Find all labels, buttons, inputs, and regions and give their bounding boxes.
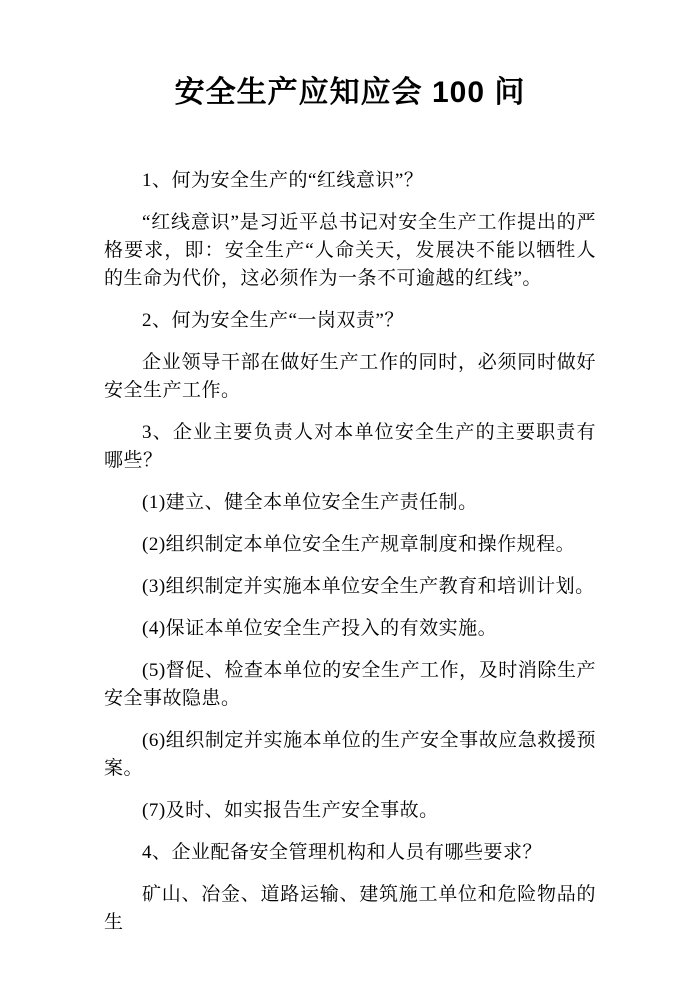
answer-list-item: (2)组织制定本单位安全生产规章制度和操作规程。 <box>142 534 576 555</box>
answer-list-item: (6)组织制定并实施本单位的生产安全事故应急救援预案。 <box>104 730 596 779</box>
answer-paragraph: 矿山、冶金、道路运输、建筑施工单位和危险物品的生 <box>104 884 596 933</box>
answer-list-item: (1)建立、健全本单位安全生产责任制。 <box>142 492 478 513</box>
answer-list-item: (5)督促、检查本单位的安全生产工作，及时消除生产安全事故隐患。 <box>104 660 596 709</box>
question-paragraph: 3、企业主要负责人对本单位安全生产的主要职责有哪些？ <box>104 422 596 471</box>
answer-list-item: (4)保证本单位安全生产投入的有效实施。 <box>142 618 498 639</box>
question-paragraph: 2、何为安全生产“一岗双责”？ <box>142 310 404 331</box>
answer-list-item: (7)及时、如实报告生产安全事故。 <box>142 800 439 821</box>
question-paragraph: 1、何为安全生产的“红线意识”？ <box>142 170 424 191</box>
question-paragraph: 4、企业配备安全管理机构和人员有哪些要求？ <box>142 842 543 863</box>
document-body <box>104 167 596 937</box>
answer-paragraph: “红线意识”是习近平总书记对安全生产工作提出的严格要求，即：安全生产“人命关天，发展决不能以牺牲人的生命为代价，这必须作为一条不可逾越的红线”。 <box>104 212 596 289</box>
document-title: 安全生产应知应会 100 问 <box>174 76 526 109</box>
answer-paragraph: 企业领导干部在做好生产工作的同时，必须同时做好安全生产工作。 <box>104 352 596 401</box>
answer-list-item: (3)组织制定并实施本单位安全生产教育和培训计划。 <box>142 576 595 597</box>
